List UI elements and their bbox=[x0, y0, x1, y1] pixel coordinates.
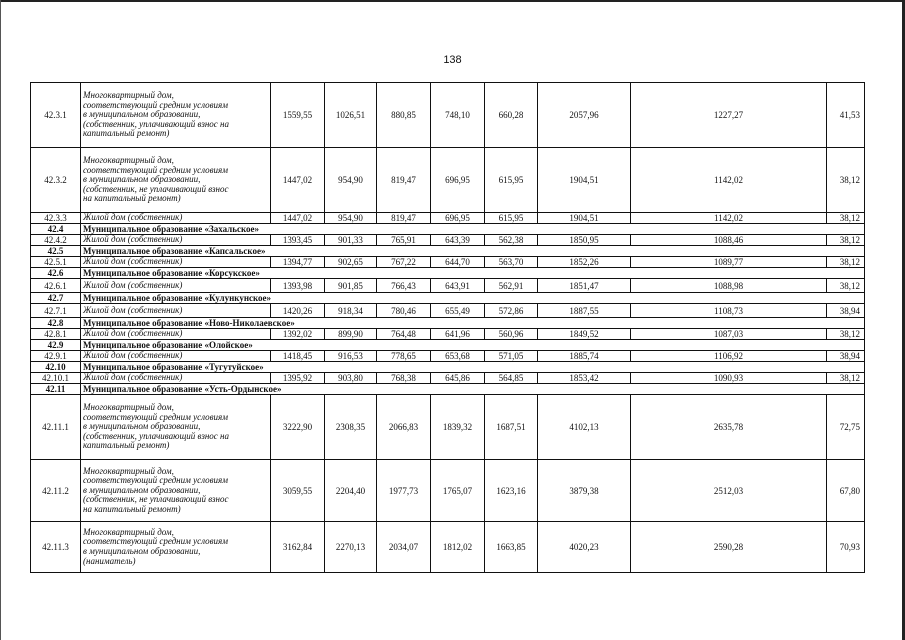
value-cell: 766,43 bbox=[377, 279, 431, 293]
section-row bbox=[31, 318, 865, 329]
row-code: 42.8.1 bbox=[31, 329, 81, 340]
row-code: 42.11 bbox=[31, 384, 81, 395]
value-cell: 3879,38 bbox=[538, 460, 631, 522]
section-row bbox=[31, 268, 865, 279]
value-cell: 1812,02 bbox=[431, 522, 485, 573]
value-cell: 2512,03 bbox=[631, 460, 827, 522]
section-row bbox=[31, 224, 865, 235]
row-description bbox=[81, 83, 271, 148]
value-cell: 38,12 bbox=[827, 213, 865, 224]
scan-border-left bbox=[0, 0, 1, 640]
value-cell: 1142,02 bbox=[631, 213, 827, 224]
value-cell: 2204,40 bbox=[325, 460, 377, 522]
row-code: 42.11.2 bbox=[31, 460, 81, 522]
row-description bbox=[81, 213, 271, 224]
table-row bbox=[31, 304, 865, 318]
value-cell: 2308,35 bbox=[325, 395, 377, 460]
value-cell: 954,90 bbox=[325, 148, 377, 213]
value-cell: 1853,42 bbox=[538, 373, 631, 384]
section-row bbox=[31, 384, 865, 395]
value-cell: 1765,07 bbox=[431, 460, 485, 522]
row-code: 42.9.1 bbox=[31, 351, 81, 362]
value-cell: 918,34 bbox=[325, 304, 377, 318]
table-row bbox=[31, 329, 865, 340]
row-code: 42.3.3 bbox=[31, 213, 81, 224]
table-row bbox=[31, 148, 865, 213]
row-description bbox=[81, 257, 271, 268]
value-cell: 902,65 bbox=[325, 257, 377, 268]
value-cell: 38,94 bbox=[827, 304, 865, 318]
description-line: на капитальный ремонт) bbox=[83, 193, 181, 204]
description-line: капитальный ремонт) bbox=[83, 128, 170, 139]
section-row bbox=[31, 293, 865, 304]
value-cell: 1418,45 bbox=[271, 351, 325, 362]
value-cell: 1850,95 bbox=[538, 235, 631, 246]
row-code: 42.3.2 bbox=[31, 148, 81, 213]
value-cell: 1393,98 bbox=[271, 279, 325, 293]
value-cell: 643,91 bbox=[431, 279, 485, 293]
row-code: 42.4.2 bbox=[31, 235, 81, 246]
value-cell: 2635,78 bbox=[631, 395, 827, 460]
description-line: соответствующий средним условиям bbox=[83, 164, 228, 175]
row-description bbox=[81, 304, 271, 318]
row-code: 42.5.1 bbox=[31, 257, 81, 268]
value-cell: 1227,27 bbox=[631, 83, 827, 148]
row-description bbox=[81, 329, 271, 340]
value-cell: 1392,02 bbox=[271, 329, 325, 340]
value-cell: 644,70 bbox=[431, 257, 485, 268]
value-cell: 1885,74 bbox=[538, 351, 631, 362]
section-title: Муниципальное образование «Корсукское» bbox=[81, 268, 865, 279]
value-cell: 778,65 bbox=[377, 351, 431, 362]
value-cell: 819,47 bbox=[377, 213, 431, 224]
table-row bbox=[31, 395, 865, 460]
value-cell: 70,93 bbox=[827, 522, 865, 573]
row-description bbox=[81, 279, 271, 293]
value-cell: 1559,55 bbox=[271, 83, 325, 148]
description-line: в муниципальном образовании, bbox=[83, 421, 201, 432]
row-code: 42.8 bbox=[31, 318, 81, 329]
value-cell: 641,96 bbox=[431, 329, 485, 340]
table-row bbox=[31, 460, 865, 522]
table-row bbox=[31, 373, 865, 384]
row-code: 42.6.1 bbox=[31, 279, 81, 293]
description-line: (собственник, уплачивающий взнос на bbox=[83, 430, 230, 441]
section-title: Муниципальное образование «Капсальское» bbox=[81, 246, 865, 257]
value-cell: 1447,02 bbox=[271, 148, 325, 213]
value-cell: 1904,51 bbox=[538, 148, 631, 213]
value-cell: 1393,45 bbox=[271, 235, 325, 246]
value-cell: 67,80 bbox=[827, 460, 865, 522]
value-cell: 1663,85 bbox=[485, 522, 538, 573]
description-line: на капитальный ремонт) bbox=[83, 503, 181, 514]
value-cell: 560,96 bbox=[485, 329, 538, 340]
value-cell: 655,49 bbox=[431, 304, 485, 318]
value-cell: 1394,77 bbox=[271, 257, 325, 268]
row-code: 42.5 bbox=[31, 246, 81, 257]
description-line: Жилой дом (собственник) bbox=[83, 212, 183, 223]
value-cell: 1106,92 bbox=[631, 351, 827, 362]
value-cell: 1447,02 bbox=[271, 213, 325, 224]
description-line: соответствующий средним условиям bbox=[83, 536, 228, 547]
value-cell: 615,95 bbox=[485, 148, 538, 213]
description-line: в муниципальном образовании, bbox=[83, 546, 201, 556]
row-code: 42.7.1 bbox=[31, 304, 81, 318]
value-cell: 660,28 bbox=[485, 83, 538, 148]
description-line: (собственник, не уплачивающий взнос bbox=[83, 494, 229, 505]
row-code: 42.10.1 bbox=[31, 373, 81, 384]
scan-border-top bbox=[0, 0, 905, 2]
value-cell: 780,46 bbox=[377, 304, 431, 318]
description-line: соответствующий средним условиям bbox=[83, 99, 228, 110]
row-description bbox=[81, 460, 271, 522]
value-cell: 4102,13 bbox=[538, 395, 631, 460]
value-cell: 765,91 bbox=[377, 235, 431, 246]
value-cell: 1088,46 bbox=[631, 235, 827, 246]
value-cell: 2066,83 bbox=[377, 395, 431, 460]
value-cell: 562,38 bbox=[485, 235, 538, 246]
value-cell: 1887,55 bbox=[538, 304, 631, 318]
section-title: Муниципальное образование «Ново-Николаевское» bbox=[81, 318, 865, 329]
value-cell: 563,70 bbox=[485, 257, 538, 268]
section-row bbox=[31, 340, 865, 351]
value-cell: 571,05 bbox=[485, 351, 538, 362]
value-cell: 903,80 bbox=[325, 373, 377, 384]
description-line: Многоквартирный дом, bbox=[83, 155, 174, 166]
table-row bbox=[31, 351, 865, 362]
table-row bbox=[31, 522, 865, 573]
row-code: 42.11.1 bbox=[31, 395, 81, 460]
row-description bbox=[81, 373, 271, 384]
section-row bbox=[31, 246, 865, 257]
description-line: (собственник, уплачивающий взнос на bbox=[83, 118, 230, 129]
row-code: 42.6 bbox=[31, 268, 81, 279]
value-cell: 1026,51 bbox=[325, 83, 377, 148]
description-line: в муниципальном образовании, bbox=[83, 484, 201, 495]
description-line: Жилой дом (собственник) bbox=[83, 328, 183, 339]
value-cell: 1623,16 bbox=[485, 460, 538, 522]
table-row bbox=[31, 235, 865, 246]
value-cell: 41,53 bbox=[827, 83, 865, 148]
description-line: Жилой дом (собственник) bbox=[83, 234, 183, 245]
section-title: Муниципальное образование «Олойское» bbox=[81, 340, 865, 351]
description-line: соответствующий средним условиям bbox=[83, 475, 228, 486]
value-cell: 1088,98 bbox=[631, 279, 827, 293]
page-number: 138 bbox=[443, 54, 462, 66]
table-row bbox=[31, 213, 865, 224]
value-cell: 1420,26 bbox=[271, 304, 325, 318]
value-cell: 1108,73 bbox=[631, 304, 827, 318]
value-cell: 2590,28 bbox=[631, 522, 827, 573]
value-cell: 3162,84 bbox=[271, 522, 325, 573]
value-cell: 764,48 bbox=[377, 329, 431, 340]
value-cell: 3059,55 bbox=[271, 460, 325, 522]
value-cell: 1839,32 bbox=[431, 395, 485, 460]
value-cell: 2057,96 bbox=[538, 83, 631, 148]
value-cell: 916,53 bbox=[325, 351, 377, 362]
value-cell: 38,12 bbox=[827, 148, 865, 213]
description-line: (собственник, не уплачивающий взнос bbox=[83, 183, 229, 194]
row-description bbox=[81, 148, 271, 213]
value-cell: 1851,47 bbox=[538, 279, 631, 293]
value-cell: 572,86 bbox=[485, 304, 538, 318]
row-code: 42.7 bbox=[31, 293, 81, 304]
row-description bbox=[81, 235, 271, 246]
value-cell: 1849,52 bbox=[538, 329, 631, 340]
description-line: Многоквартирный дом, bbox=[83, 526, 174, 537]
description-line: Многоквартирный дом, bbox=[83, 402, 174, 413]
tariff-table bbox=[30, 82, 865, 573]
section-title: Муниципальное образование «Усть-Ордынское» bbox=[81, 384, 865, 395]
value-cell: 767,22 bbox=[377, 257, 431, 268]
value-cell: 954,90 bbox=[325, 213, 377, 224]
value-cell: 653,68 bbox=[431, 351, 485, 362]
row-code: 42.3.1 bbox=[31, 83, 81, 148]
value-cell: 4020,23 bbox=[538, 522, 631, 573]
row-description bbox=[81, 522, 271, 573]
description-line: Жилой дом (собственник) bbox=[83, 256, 183, 267]
description-line: Многоквартирный дом, bbox=[83, 90, 174, 101]
value-cell: 880,85 bbox=[377, 83, 431, 148]
description-line: Жилой дом (собственник) bbox=[83, 279, 183, 290]
description-line: Жилой дом (собственник) bbox=[83, 350, 183, 361]
value-cell: 1089,77 bbox=[631, 257, 827, 268]
value-cell: 38,12 bbox=[827, 373, 865, 384]
row-code: 42.9 bbox=[31, 340, 81, 351]
value-cell: 3222,90 bbox=[271, 395, 325, 460]
value-cell: 1977,73 bbox=[377, 460, 431, 522]
value-cell: 1904,51 bbox=[538, 213, 631, 224]
value-cell: 748,10 bbox=[431, 83, 485, 148]
description-line: Многоквартирный дом, bbox=[83, 465, 174, 476]
section-title: Муниципальное образование «Тугутуйское» bbox=[81, 362, 865, 373]
description-line: Жилой дом (собственник) bbox=[83, 372, 183, 383]
value-cell: 72,75 bbox=[827, 395, 865, 460]
value-cell: 696,95 bbox=[431, 213, 485, 224]
value-cell: 819,47 bbox=[377, 148, 431, 213]
table-row bbox=[31, 83, 865, 148]
table-row bbox=[31, 279, 865, 293]
value-cell: 1087,03 bbox=[631, 329, 827, 340]
description-line: соответствующий средним условиям bbox=[83, 411, 228, 422]
value-cell: 901,85 bbox=[325, 279, 377, 293]
value-cell: 768,38 bbox=[377, 373, 431, 384]
value-cell: 2034,07 bbox=[377, 522, 431, 573]
section-title: Муниципальное образование «Кулункунское» bbox=[81, 293, 865, 304]
row-description bbox=[81, 351, 271, 362]
value-cell: 562,91 bbox=[485, 279, 538, 293]
row-description bbox=[81, 395, 271, 460]
value-cell: 615,95 bbox=[485, 213, 538, 224]
value-cell: 38,12 bbox=[827, 329, 865, 340]
value-cell: 645,86 bbox=[431, 373, 485, 384]
section-title: Муниципальное образование «Захальское» bbox=[81, 224, 865, 235]
value-cell: 2270,13 bbox=[325, 522, 377, 573]
value-cell: 564,85 bbox=[485, 373, 538, 384]
row-code: 42.11.3 bbox=[31, 522, 81, 573]
value-cell: 901,33 bbox=[325, 235, 377, 246]
description-line: Жилой дом (собственник) bbox=[83, 304, 183, 315]
value-cell: 1090,93 bbox=[631, 373, 827, 384]
description-line: в муниципальном образовании, bbox=[83, 174, 201, 185]
value-cell: 696,95 bbox=[431, 148, 485, 213]
section-row bbox=[31, 362, 865, 373]
value-cell: 899,90 bbox=[325, 329, 377, 340]
value-cell: 38,12 bbox=[827, 279, 865, 293]
value-cell: 1142,02 bbox=[631, 148, 827, 213]
value-cell: 1395,92 bbox=[271, 373, 325, 384]
row-code: 42.10 bbox=[31, 362, 81, 373]
value-cell: 1852,26 bbox=[538, 257, 631, 268]
table-body bbox=[31, 83, 865, 573]
value-cell: 38,94 bbox=[827, 351, 865, 362]
value-cell: 1687,51 bbox=[485, 395, 538, 460]
description-line: в муниципальном образовании, bbox=[83, 109, 201, 120]
value-cell: 38,12 bbox=[827, 235, 865, 246]
description-line: капитальный ремонт) bbox=[83, 440, 170, 451]
value-cell: 643,39 bbox=[431, 235, 485, 246]
table-row bbox=[31, 257, 865, 268]
description-line: (наниматель) bbox=[83, 555, 136, 566]
value-cell: 38,12 bbox=[827, 257, 865, 268]
row-code: 42.4 bbox=[31, 224, 81, 235]
